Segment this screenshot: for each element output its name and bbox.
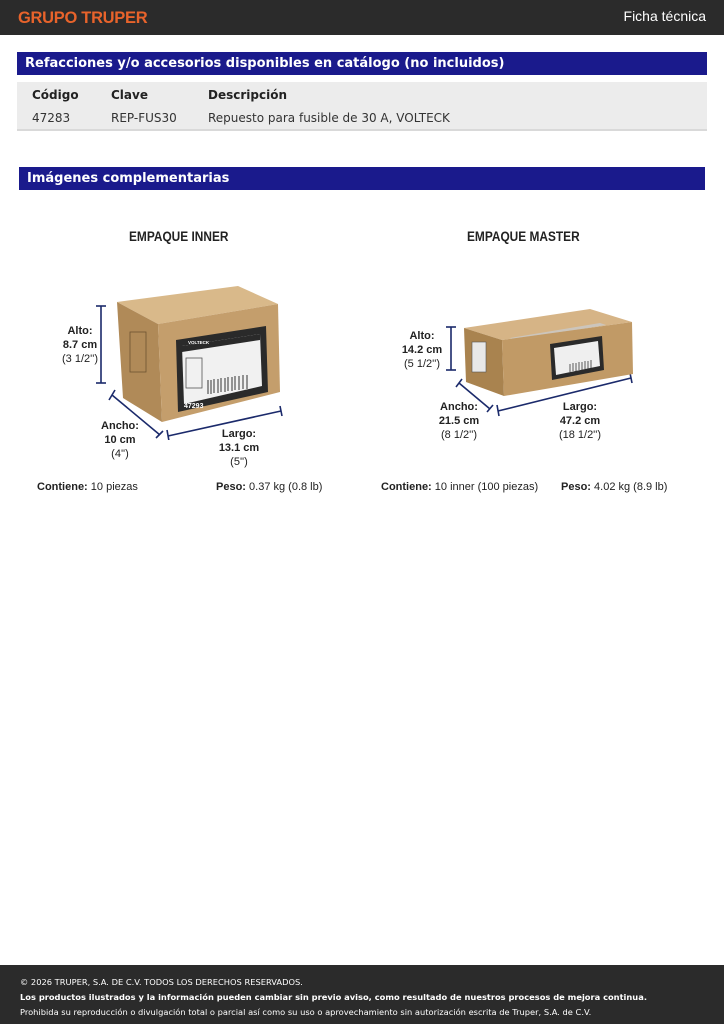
column-header-description: Descripción <box>208 88 287 102</box>
accessories-table <box>17 82 707 131</box>
footer-copyright: © 2026 TRUPER, S.A. DE C.V. TODOS LOS DERECHOS RESERVADOS. <box>20 977 303 987</box>
inner-box-brand: VOLTECK <box>188 340 210 345</box>
inner-contents: Contiene: 10 piezas <box>37 481 138 493</box>
cell-code: 47283 <box>32 111 71 125</box>
inner-length-label: Largo: 13.1 cm (5'') <box>218 428 260 468</box>
master-length-label: Largo: 47.2 cm (18 1/2'') <box>558 401 602 441</box>
brand-logo: GRUPO TRUPER <box>18 9 148 27</box>
cell-key: REP-FUS30 <box>111 111 177 125</box>
footer <box>0 965 724 1024</box>
master-weight: Peso: 4.02 kg (8.9 lb) <box>561 481 668 493</box>
images-section-title: Imágenes complementarias <box>19 167 705 190</box>
cell-description: Repuesto para fusible de 30 A, VOLTECK <box>208 111 450 125</box>
inner-weight: Peso: 0.37 kg (0.8 lb) <box>216 481 323 493</box>
master-contents: Contiene: 10 inner (100 piezas) <box>381 481 539 493</box>
document-type: Ficha técnica <box>623 8 706 24</box>
top-bar <box>0 0 724 35</box>
inner-height-label: Alto: 8.7 cm (3 1/2'') <box>62 325 98 365</box>
inner-package-title: EMPAQUE INNER <box>129 229 229 244</box>
master-package-title: EMPAQUE MASTER <box>467 229 580 244</box>
master-height-label: Alto: 14.2 cm (5 1/2'') <box>401 330 443 370</box>
footer-restriction: Prohibida su reproducción o divulgación total o parcial así como su uso o aprovechamiento sin autorización escrita de Truper, S.A. de C.V. <box>20 1007 592 1017</box>
column-header-key: Clave <box>111 88 148 102</box>
inner-box-illustration <box>90 280 300 440</box>
inner-width-label: Ancho: 10 cm (4'') <box>101 420 139 460</box>
accessories-section-title: Refacciones y/o accesorios disponibles en catálogo (no incluidos) <box>17 52 707 75</box>
inner-box-code: 47293 <box>184 403 204 410</box>
footer-notice: Los productos ilustrados y la información pueden cambiar sin previo aviso, como resultado de nuestros procesos de mejora continua. <box>20 992 647 1002</box>
master-width-label: Ancho: 21.5 cm (8 1/2'') <box>438 401 480 441</box>
column-header-code: Código <box>32 88 79 102</box>
